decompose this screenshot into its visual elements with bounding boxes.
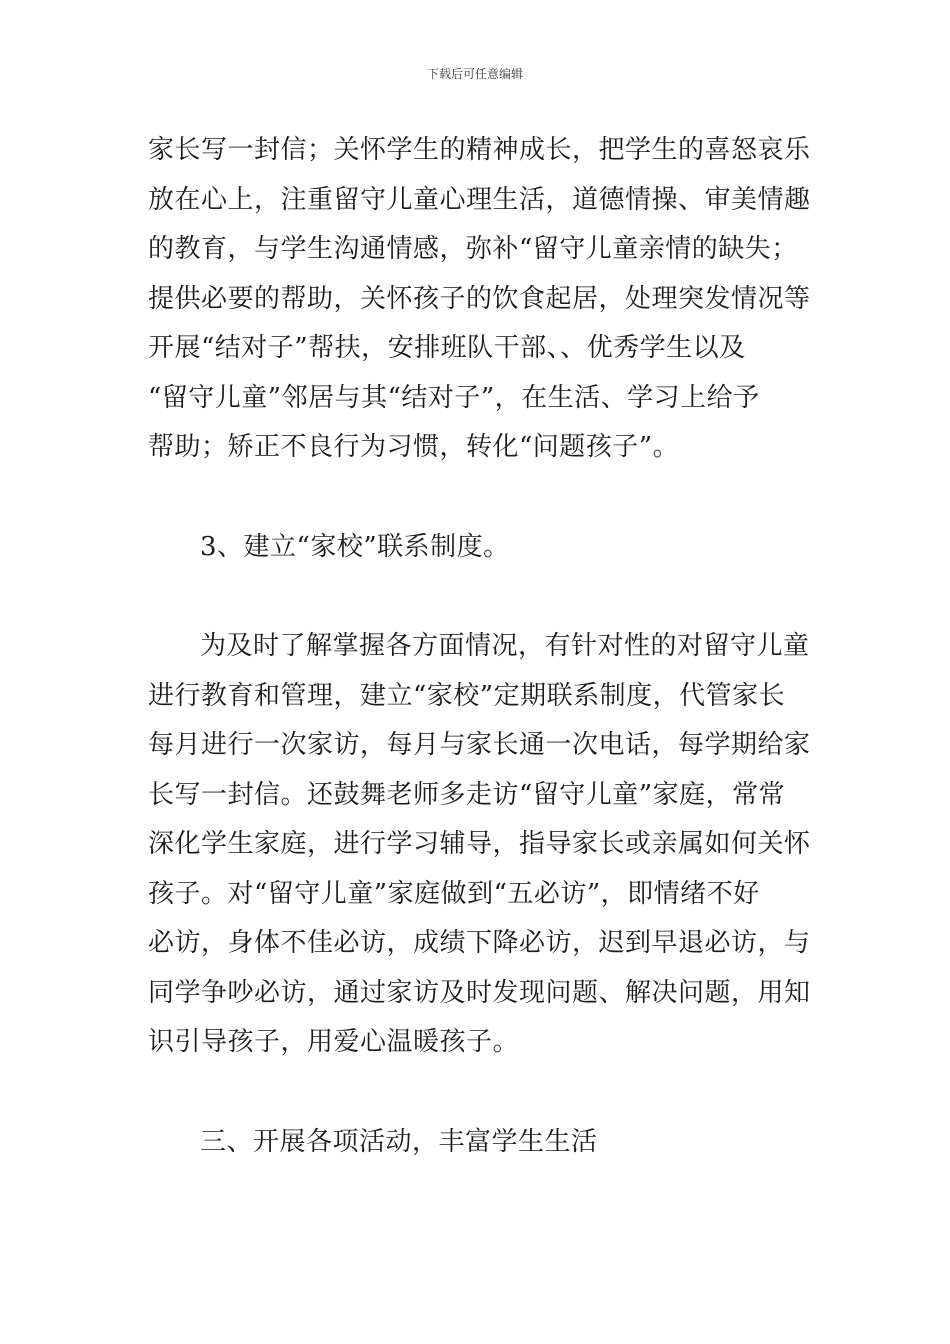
text-line: 进行教育和管理，建立“家校”定期联系制度，代管家长 xyxy=(148,680,786,711)
text-line: 必访，身体不佳必访，成绩下降必访，迟到早退必访，与 xyxy=(148,928,811,958)
text-line: 三、开展各项活动，丰富学生生活 xyxy=(200,1126,598,1157)
document-body xyxy=(148,126,811,1167)
text-line: 同学争吵必访，通过家访及时发现问题、解决问题，用知 xyxy=(148,977,811,1008)
text-line: 孩子。对“留守儿童”家庭做到“五必访”，即情绪不好 xyxy=(148,878,760,909)
text-line: “留守儿童”邻居与其“结对子”，在生活、学习上给予 xyxy=(148,382,760,413)
text-line: 帮助；矫正不良行为习惯，转化“问题孩子”。 xyxy=(148,432,680,462)
text-line: 的教育，与学生沟通情感，弥补“留守儿童亲情的缺失； xyxy=(148,234,798,264)
text-line: 长写一封信。还鼓舞老师多走访“留守儿童”家庭，常常 xyxy=(148,779,786,810)
paragraph-spacer xyxy=(148,572,808,622)
text-line: 放在心上，注重留守儿童心理生活，道德情操、审美情趣 xyxy=(148,184,811,215)
section-heading-3 xyxy=(148,523,808,573)
paragraph-continuation xyxy=(148,126,811,473)
text-line: 家长写一封信；关怀学生的精神成长，把学生的喜怒哀乐 xyxy=(148,135,811,165)
paragraph-spacer xyxy=(148,1068,808,1118)
section-heading-three xyxy=(148,1118,808,1168)
text-line: 开展“结对子”帮扶，安排班队干部、、优秀学生以及 xyxy=(148,333,746,363)
text-line: 深化学生家庭，进行学习辅导，指导家长或亲属如何关怀 xyxy=(148,829,811,859)
text-line: 3、建立“家校”联系制度。 xyxy=(200,531,510,562)
text-line: 为及时了解掌握各方面情况，有针对性的对留守儿童 xyxy=(200,631,810,661)
text-line: 提供必要的帮助，关怀孩子的饮食起居，处理突发情况等 xyxy=(148,283,811,314)
paragraph-spacer xyxy=(148,473,808,523)
text-line: 每月进行一次家访，每月与家长通一次电话，每学期给家 xyxy=(148,730,811,760)
text-line: 识引导孩子，用爱心温暖孩子。 xyxy=(148,1027,520,1057)
page-header: 下载后可任意编辑 xyxy=(426,67,523,81)
paragraph-home-school xyxy=(148,622,811,1068)
